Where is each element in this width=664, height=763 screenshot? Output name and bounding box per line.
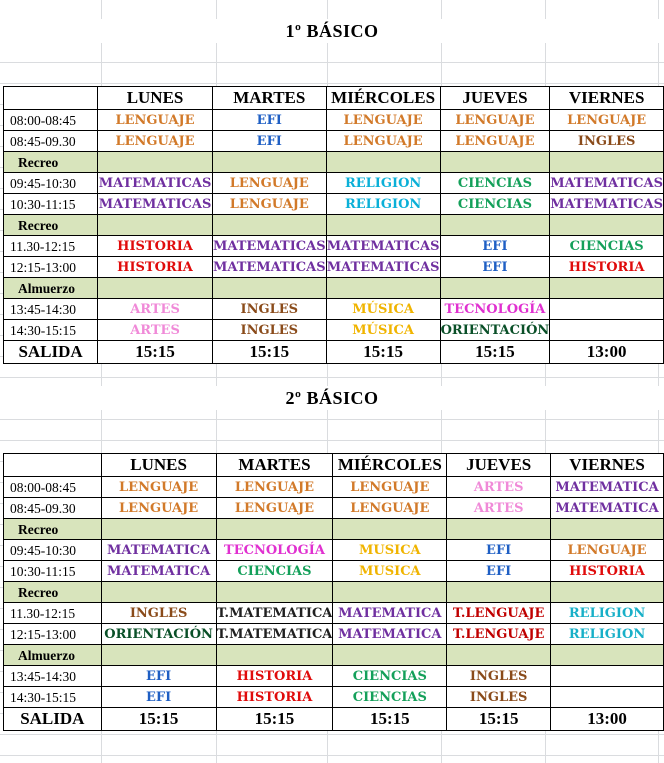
exit-time: 15:15 xyxy=(98,341,213,364)
break-row xyxy=(4,152,664,173)
exit-row xyxy=(4,341,664,364)
break-cell xyxy=(550,278,664,299)
class-row xyxy=(4,498,664,519)
break-label: Almuerzo xyxy=(4,278,98,299)
subject-cell: HISTORIA xyxy=(551,561,664,582)
time-slot: 10:30-11:15 xyxy=(4,194,98,215)
subject-cell: HISTORIA xyxy=(550,257,664,278)
break-row xyxy=(4,519,664,540)
time-slot: 09:45-10:30 xyxy=(4,540,102,561)
subject-cell: MATEMATICAS xyxy=(326,236,440,257)
break-cell xyxy=(440,215,550,236)
exit-time: 15:15 xyxy=(447,708,551,731)
subject-cell: LENGUAJE xyxy=(326,110,440,131)
subject-cell: LENGUAJE xyxy=(550,110,664,131)
class-row xyxy=(4,666,664,687)
break-label: Recreo xyxy=(4,215,98,236)
day-header: JUEVES xyxy=(447,454,551,477)
break-cell xyxy=(216,519,333,540)
gridline xyxy=(0,83,664,84)
break-cell xyxy=(101,519,216,540)
subject-cell: LENGUAJE xyxy=(440,110,550,131)
break-label: Recreo xyxy=(4,519,102,540)
break-cell xyxy=(551,519,664,540)
subject-cell: EFI xyxy=(440,257,550,278)
subject-cell: LENGUAJE xyxy=(216,477,333,498)
header-row xyxy=(4,454,664,477)
class-row xyxy=(4,110,664,131)
subject-cell: INGLES xyxy=(212,320,326,341)
time-slot: 08:00-08:45 xyxy=(4,110,98,131)
break-row xyxy=(4,215,664,236)
day-header: LUNES xyxy=(98,87,213,110)
subject-cell: EFI xyxy=(101,666,216,687)
subject-cell: EFI xyxy=(447,540,551,561)
subject-cell: MÚSICA xyxy=(326,320,440,341)
class-row xyxy=(4,236,664,257)
time-slot: 14:30-15:15 xyxy=(4,320,98,341)
subject-cell: EFI xyxy=(212,131,326,152)
break-cell xyxy=(333,582,447,603)
break-cell xyxy=(216,582,333,603)
time-slot: 12:15-13:00 xyxy=(4,257,98,278)
exit-time: 13:00 xyxy=(551,708,664,731)
break-cell xyxy=(212,215,326,236)
break-cell xyxy=(550,215,664,236)
exit-row xyxy=(4,708,664,731)
subject-cell: LENGUAJE xyxy=(98,131,213,152)
corner-cell xyxy=(4,454,102,477)
subject-cell: INGLES xyxy=(101,603,216,624)
break-cell xyxy=(551,582,664,603)
time-slot: 12:15-13:00 xyxy=(4,624,102,645)
break-cell xyxy=(216,645,333,666)
exit-time: 15:15 xyxy=(333,708,447,731)
break-cell xyxy=(550,152,664,173)
break-row xyxy=(4,645,664,666)
gridline xyxy=(0,734,664,735)
exit-time: 15:15 xyxy=(212,341,326,364)
break-cell xyxy=(326,152,440,173)
subject-cell: MATEMATICAS xyxy=(98,173,213,194)
subject-cell: MATEMATICAS xyxy=(326,257,440,278)
gridline xyxy=(0,62,664,63)
subject-cell: T.MATEMATICA xyxy=(216,624,333,645)
subject-cell: TECNOLOGÍA xyxy=(440,299,550,320)
break-cell xyxy=(101,582,216,603)
subject-cell: T.LENGUAJE xyxy=(447,624,551,645)
break-cell xyxy=(212,278,326,299)
header-row xyxy=(4,87,664,110)
exit-label: SALIDA xyxy=(4,341,98,364)
class-row xyxy=(4,477,664,498)
subject-cell: MATEMATICA xyxy=(551,477,664,498)
subject-cell: ARTES xyxy=(447,477,551,498)
subject-cell: MATEMATICA xyxy=(551,498,664,519)
subject-cell: LENGUAJE xyxy=(326,131,440,152)
subject-cell: CIENCIAS xyxy=(216,561,333,582)
subject-cell: ORIENTACIÓN xyxy=(440,320,550,341)
break-cell xyxy=(326,215,440,236)
break-row xyxy=(4,278,664,299)
time-slot: 13:45-14:30 xyxy=(4,299,98,320)
subject-cell: MATEMATICAS xyxy=(550,173,664,194)
grade-1-schedule-table xyxy=(3,86,664,364)
subject-cell: MÚSICA xyxy=(326,299,440,320)
day-header: MARTES xyxy=(212,87,326,110)
subject-cell: INGLES xyxy=(212,299,326,320)
day-header: LUNES xyxy=(101,454,216,477)
subject-cell: LENGUAJE xyxy=(551,540,664,561)
class-row xyxy=(4,194,664,215)
subject-cell: HISTORIA xyxy=(98,236,213,257)
subject-cell: CIENCIAS xyxy=(333,666,447,687)
break-label: Almuerzo xyxy=(4,645,102,666)
day-header: VIERNES xyxy=(551,454,664,477)
subject-cell: MATEMATICA xyxy=(333,624,447,645)
subject-cell: ORIENTACIÓN xyxy=(101,624,216,645)
break-row xyxy=(4,582,664,603)
subject-cell: MUSICA xyxy=(333,540,447,561)
subject-cell: LENGUAJE xyxy=(98,110,213,131)
gridline xyxy=(0,755,664,756)
break-cell xyxy=(447,519,551,540)
time-slot: 14:30-15:15 xyxy=(4,687,102,708)
subject-cell xyxy=(550,320,664,341)
class-row xyxy=(4,131,664,152)
time-slot: 10:30-11:15 xyxy=(4,561,102,582)
class-row xyxy=(4,561,664,582)
break-label: Recreo xyxy=(4,152,98,173)
time-slot: 08:00-08:45 xyxy=(4,477,102,498)
subject-cell: ARTES xyxy=(98,299,213,320)
time-slot: 08:45-09.30 xyxy=(4,498,102,519)
break-cell xyxy=(98,278,213,299)
subject-cell: HISTORIA xyxy=(216,666,333,687)
subject-cell: CIENCIAS xyxy=(550,236,664,257)
exit-label: SALIDA xyxy=(4,708,102,731)
day-header: MIÉRCOLES xyxy=(333,454,447,477)
subject-cell: EFI xyxy=(212,110,326,131)
grade-2-schedule-table xyxy=(3,453,664,731)
subject-cell: MATEMATICAS xyxy=(98,194,213,215)
break-cell xyxy=(333,519,447,540)
subject-cell: EFI xyxy=(447,561,551,582)
time-slot: 09:45-10:30 xyxy=(4,173,98,194)
subject-cell: INGLES xyxy=(447,687,551,708)
gridline xyxy=(0,440,664,441)
exit-time: 13:00 xyxy=(550,341,664,364)
break-cell xyxy=(440,278,550,299)
break-cell xyxy=(98,215,213,236)
subject-cell: MATEMATICA xyxy=(101,561,216,582)
grade-1-title: 1º BÁSICO xyxy=(0,19,664,43)
day-header: JUEVES xyxy=(440,87,550,110)
class-row xyxy=(4,320,664,341)
subject-cell: LENGUAJE xyxy=(212,194,326,215)
class-row xyxy=(4,603,664,624)
subject-cell: RELIGION xyxy=(551,624,664,645)
subject-cell: RELIGION xyxy=(326,173,440,194)
gridline xyxy=(0,377,664,378)
subject-cell: T.LENGUAJE xyxy=(447,603,551,624)
subject-cell: CIENCIAS xyxy=(333,687,447,708)
class-row xyxy=(4,299,664,320)
subject-cell: MATEMATICAS xyxy=(212,257,326,278)
subject-cell: LENGUAJE xyxy=(101,477,216,498)
exit-time: 15:15 xyxy=(216,708,333,731)
subject-cell: ARTES xyxy=(98,320,213,341)
corner-cell xyxy=(4,87,98,110)
subject-cell: MUSICA xyxy=(333,561,447,582)
subject-cell: LENGUAJE xyxy=(333,498,447,519)
subject-cell xyxy=(551,687,664,708)
time-slot: 13:45-14:30 xyxy=(4,666,102,687)
day-header: MIÉRCOLES xyxy=(326,87,440,110)
time-slot: 11.30-12:15 xyxy=(4,236,98,257)
break-label: Recreo xyxy=(4,582,102,603)
subject-cell: ARTES xyxy=(447,498,551,519)
break-cell xyxy=(551,645,664,666)
grade-2-title: 2º BÁSICO xyxy=(0,386,664,410)
subject-cell: LENGUAJE xyxy=(216,498,333,519)
break-cell xyxy=(101,645,216,666)
gridline xyxy=(0,419,664,420)
subject-cell: TECNOLOGÍA xyxy=(216,540,333,561)
subject-cell: HISTORIA xyxy=(98,257,213,278)
time-slot: 11.30-12:15 xyxy=(4,603,102,624)
subject-cell: MATEMATICA xyxy=(333,603,447,624)
class-row xyxy=(4,624,664,645)
day-header: VIERNES xyxy=(550,87,664,110)
break-cell xyxy=(212,152,326,173)
day-header: MARTES xyxy=(216,454,333,477)
exit-time: 15:15 xyxy=(326,341,440,364)
subject-cell: EFI xyxy=(440,236,550,257)
subject-cell: MATEMATICAS xyxy=(212,236,326,257)
break-cell xyxy=(447,645,551,666)
break-cell xyxy=(333,645,447,666)
subject-cell: EFI xyxy=(101,687,216,708)
subject-cell: INGLES xyxy=(550,131,664,152)
class-row xyxy=(4,257,664,278)
subject-cell: CIENCIAS xyxy=(440,173,550,194)
subject-cell: LENGUAJE xyxy=(440,131,550,152)
class-row xyxy=(4,687,664,708)
break-cell xyxy=(447,582,551,603)
break-cell xyxy=(326,278,440,299)
subject-cell: LENGUAJE xyxy=(212,173,326,194)
subject-cell xyxy=(550,299,664,320)
subject-cell: CIENCIAS xyxy=(440,194,550,215)
subject-cell: T.MATEMATICA xyxy=(216,603,333,624)
subject-cell: RELIGION xyxy=(551,603,664,624)
break-cell xyxy=(98,152,213,173)
break-cell xyxy=(440,152,550,173)
subject-cell xyxy=(551,666,664,687)
subject-cell: HISTORIA xyxy=(216,687,333,708)
exit-time: 15:15 xyxy=(440,341,550,364)
subject-cell: MATEMATICA xyxy=(101,540,216,561)
subject-cell: LENGUAJE xyxy=(101,498,216,519)
subject-cell: RELIGION xyxy=(326,194,440,215)
subject-cell: LENGUAJE xyxy=(333,477,447,498)
subject-cell: INGLES xyxy=(447,666,551,687)
class-row xyxy=(4,540,664,561)
exit-time: 15:15 xyxy=(101,708,216,731)
time-slot: 08:45-09.30 xyxy=(4,131,98,152)
subject-cell: MATEMATICAS xyxy=(550,194,664,215)
class-row xyxy=(4,173,664,194)
